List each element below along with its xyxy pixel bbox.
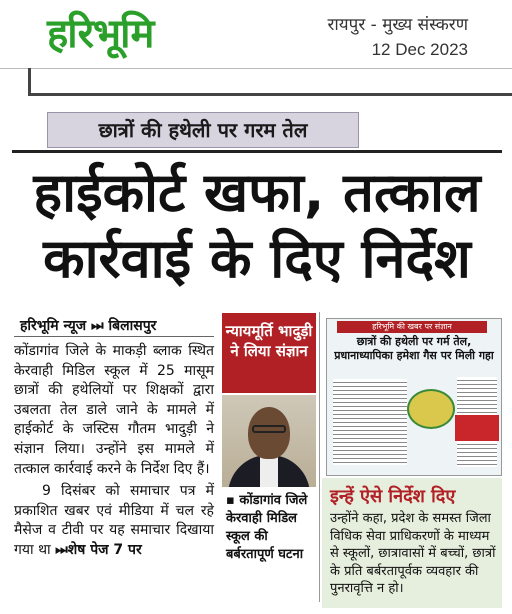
column-divider [319, 312, 320, 602]
photo-face [248, 407, 290, 459]
byline: हरिभूमि न्यूज ⏭ बिलासपुर [20, 318, 157, 334]
article-paragraph-2-text: 9 दिसंबर को समाचार पत्र में प्रकाशित खबर एवं मीडिया में चल रहे मैसेज व टीवी पर यह समाचार दिखाया गया था [14, 483, 214, 558]
kicker-rule [12, 150, 502, 153]
judge-photo [222, 395, 316, 487]
clipping-border [28, 68, 512, 96]
thumbnail-title: छात्रों की हथेली पर गर्म तेल, प्रधानाध्यापिका हमेशा गैस पर मिली गहा [334, 335, 494, 362]
thumbnail-text-block [333, 379, 407, 465]
photo-glasses [252, 425, 286, 433]
thumbnail-red-box [455, 415, 499, 441]
photo-collar [260, 455, 278, 487]
thumbnail-header: हरिभूमि की खबर पर संज्ञान [337, 321, 487, 333]
masthead [0, 0, 512, 69]
directives-box [322, 478, 502, 608]
continued-note: ⏭शेष पेज 7 पर [55, 541, 142, 558]
article-paragraph-1: कोंडागांव जिले के माकड़ी ब्लाक स्थित केरवाही मिडिल स्कूल में 25 मासूम छात्रों की हथेलियों पर शिक्षकों द्वारा उबलता तेल डाले जाने के मामले में हाईकोर्ट के जस्टिस गौतम भादुड़ी ने संज्ञान लिया। उन्होंने इस मामले में तत्काल कार्रवाई करने के निर्देश दिए हैं। [14, 343, 214, 477]
thumbnail-logo [407, 389, 455, 429]
article-body [14, 342, 214, 561]
byline-rule [14, 336, 214, 337]
kicker-area [0, 108, 512, 154]
earlier-report-thumbnail [326, 318, 502, 476]
sidebar-heading: न्यायमूर्ति भादुड़ी ने लिया संज्ञान [222, 313, 316, 393]
edition-label: रायपुर - मुख्य संस्करण [327, 15, 468, 35]
headline-line-2: कार्रवाई के दिए निर्देश [43, 227, 471, 290]
directives-text: उन्होंने कहा, प्रदेश के समस्त जिला विधिक सेवा प्राधिकरणों के माध्यम से स्कूलों, छात्रावासों में बच्चों, छात्रों के प्रति बर्बरतापूर्वक व्यवहार की पुनरावृत्ति न हो। [330, 511, 496, 596]
article-paragraph-2 [14, 482, 214, 560]
directives-title: इन्हें ऐसे निर्देश दिए [330, 486, 456, 507]
newspaper-logo: हरिभूमि [47, 11, 154, 57]
headline [12, 160, 502, 292]
kicker: छात्रों की हथेली पर गरम तेल [47, 112, 359, 148]
headline-line-1: हाईकोर्ट खफा, तत्काल [33, 161, 481, 224]
sidebar-caption: ▪ कोंडागांव जिले केरवाही मिडिल स्कूल की बर्बरतापूर्ण घटना [226, 493, 308, 562]
edition-date: 12 Dec 2023 [371, 40, 468, 59]
